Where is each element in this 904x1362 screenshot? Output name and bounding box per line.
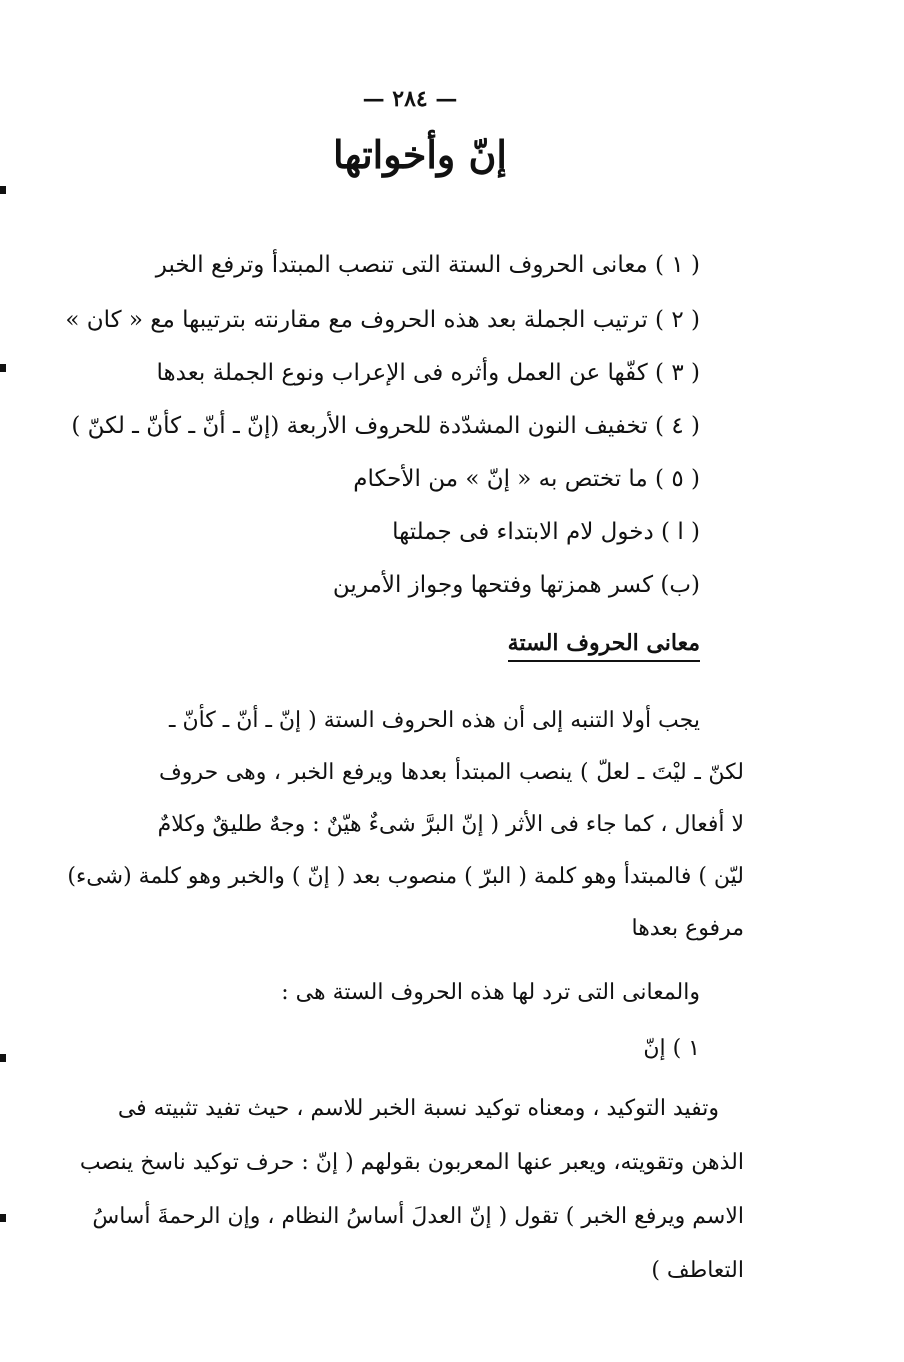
- list-heading: ١ ) إنّ: [643, 1036, 700, 1061]
- paragraph-line: وتفيد التوكيد ، ومعناه توكيد نسبة الخبر للاسم ، حيث تفيد تثبيته فى: [117, 1096, 719, 1121]
- toc-item: ( ٣ ) كفّها عن العمل وأثره فى الإعراب ونوع الجملة بعدها: [156, 360, 700, 386]
- paragraph-line: مرفوع بعدها: [631, 916, 744, 941]
- page-number: — ٢٨٤ —: [362, 86, 458, 112]
- page-title: إنّ وأخواتها: [333, 132, 507, 177]
- paragraph-line: لا أفعال ، كما جاء فى الأثر ( إنّ البرَّ شىءٌ هيّنٌ : وجهٌ طليقٌ وكلامٌ: [157, 812, 744, 837]
- toc-subitem: ( ا ) دخول لام الابتداء فى جملتها: [392, 519, 700, 545]
- margin-mark: [0, 364, 6, 372]
- margin-mark: [0, 1054, 6, 1062]
- margin-mark: [0, 1214, 6, 1222]
- paragraph-line: الذهن وتقويته، ويعبر عنها المعربون بقولهم ( إنّ : حرف توكيد ناسخ ينصب: [79, 1150, 744, 1175]
- paragraph-line: ليّن ) فالمبتدأ وهو كلمة ( البرّ ) منصوب بعد ( إنّ ) والخبر وهو كلمة (شىء): [67, 864, 744, 889]
- paragraph-line: والمعانى التى ترد لها هذه الحروف الستة هى :: [281, 980, 700, 1005]
- paragraph-line: لكنّ ـ ليْتَ ـ لعلّ ) ينصب المبتدأ بعدها ويرفع الخبر ، وهى حروف: [159, 760, 744, 785]
- toc-subitem: (ب) كسر همزتها وفتحها وجواز الأمرين: [332, 572, 700, 598]
- section-heading: معانى الحروف الستة: [508, 630, 700, 662]
- toc-item: ( ٤ ) تخفيف النون المشدّدة للحروف الأربعة (إنّ ـ أنّ ـ كأنّ ـ لكنّ ): [71, 413, 700, 439]
- paragraph-line: التعاطف ): [651, 1258, 744, 1283]
- margin-mark: [0, 186, 6, 194]
- toc-item: ( ٢ ) ترتيب الجملة بعد هذه الحروف مع مقارنته بترتيبها مع « كان »: [65, 307, 700, 333]
- toc-item: ( ٥ ) ما تختص به « إنّ » من الأحكام: [353, 466, 700, 492]
- paragraph-line: الاسم ويرفع الخبر ) تقول ( إنّ العدلَ أساسُ النظام ، وإن الرحمةَ أساسُ: [92, 1204, 744, 1229]
- paragraph-line: يجب أولا التنبه إلى أن هذه الحروف الستة ( إنّ ـ أنّ ـ كأنّ ـ: [169, 708, 700, 733]
- toc-item: ( ١ ) معانى الحروف الستة التى تنصب المبتدأ وترفع الخبر: [155, 252, 700, 278]
